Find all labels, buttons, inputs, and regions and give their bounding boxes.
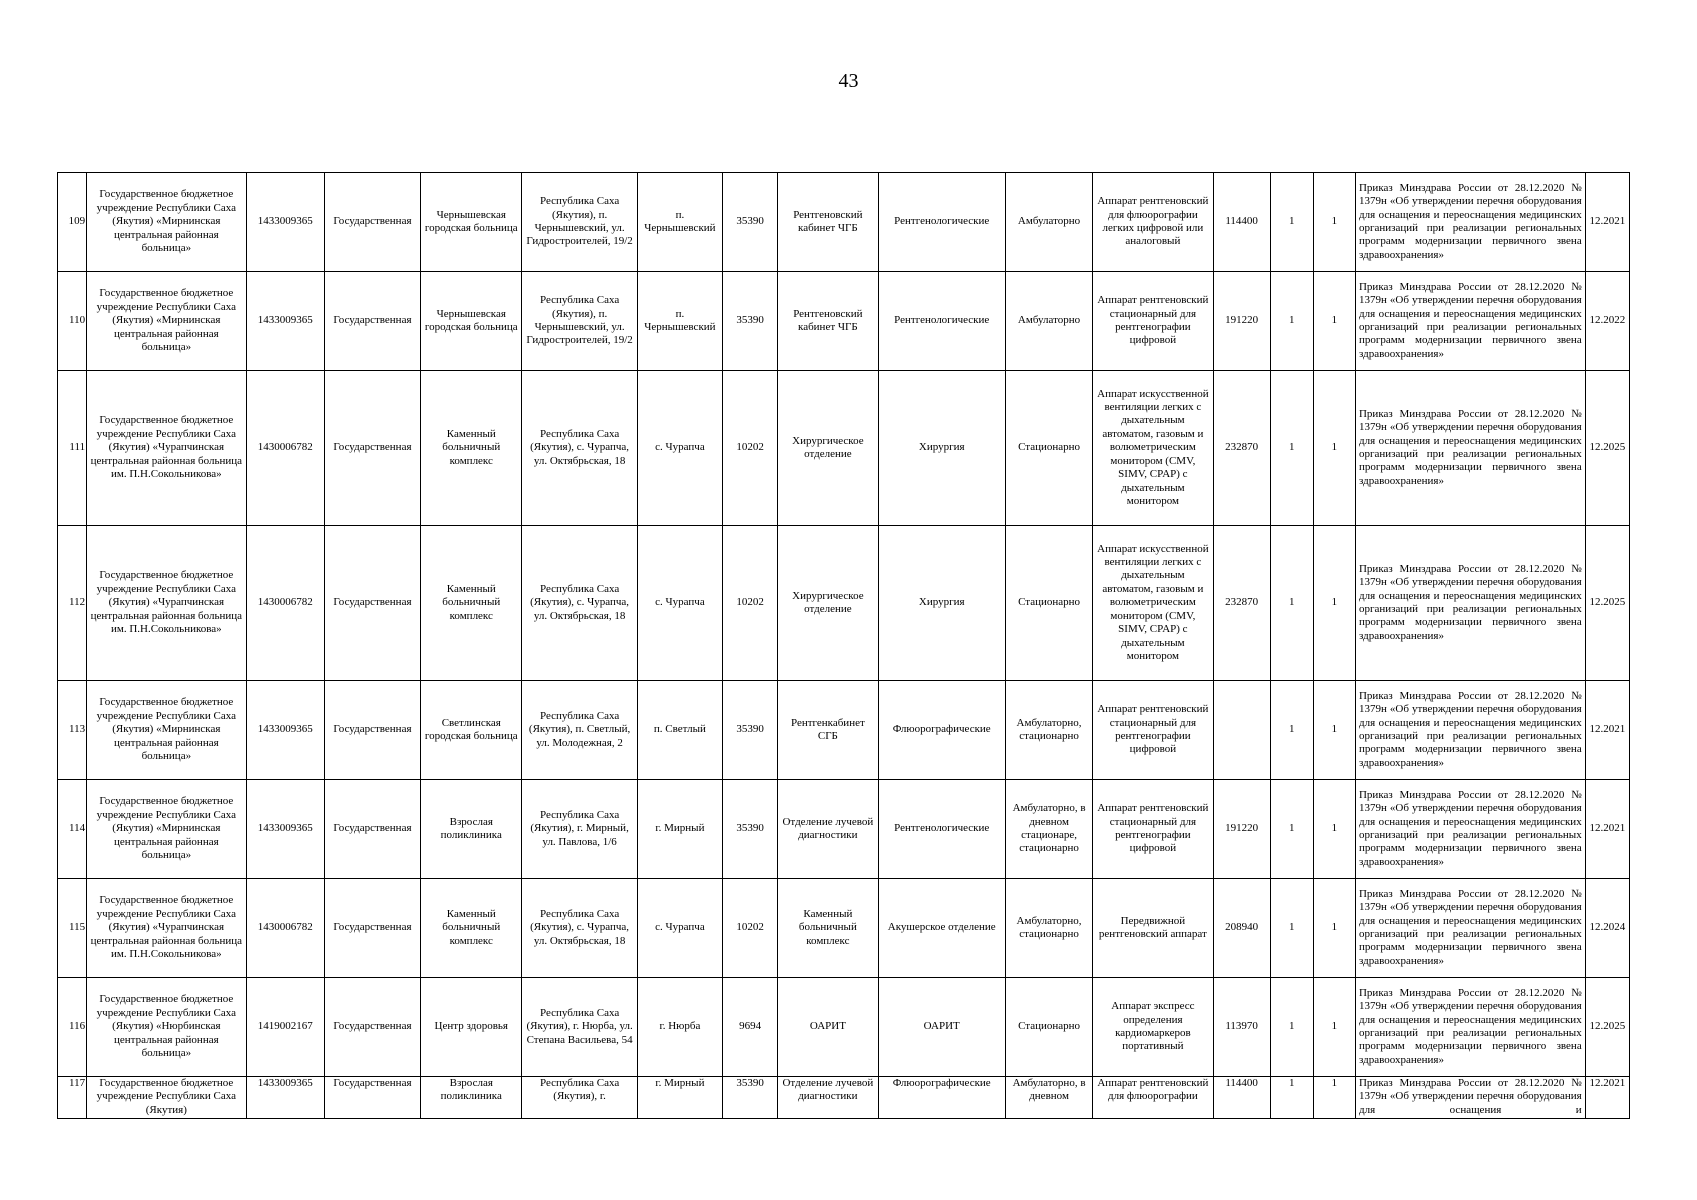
legal-basis: Приказ Минздрава России от 28.12.2020 № 1379н «Об утверждении перечня оборудования для оснащения и переоснащения медицинских организаций при реализации региональных программ модернизации первичного звена здравоохранения» <box>1355 879 1585 978</box>
deadline: 12.2021 <box>1585 1077 1629 1119</box>
quantity: 1 <box>1270 173 1313 272</box>
care-condition: Амбулаторно, в дневном <box>1005 1077 1092 1119</box>
department: ОАРИТ <box>778 978 878 1077</box>
inn: 1430006782 <box>246 526 324 681</box>
ownership-form: Государственная <box>324 526 420 681</box>
deadline: 12.2021 <box>1585 780 1629 879</box>
department: Хирургическое отделение <box>778 371 878 526</box>
deadline: 12.2024 <box>1585 879 1629 978</box>
address: Республика Саха (Якутия), п. Чернышевский, ул. Гидростроителей, 19/2 <box>522 173 637 272</box>
department: Рентгенкабинет СГБ <box>778 681 878 780</box>
profile: Рентгенологические <box>878 173 1005 272</box>
oktmo-code: 35390 <box>723 272 778 371</box>
equipment-name: Аппарат рентгеновский стационарный для рентгенографии цифровой <box>1093 780 1213 879</box>
locality: г. Мирный <box>637 1077 722 1119</box>
address: Республика Саха (Якутия), с. Чурапча, ул. Октябрьская, 18 <box>522 371 637 526</box>
equipment-name: Аппарат рентгеновский для флюорографии легких цифровой или аналоговый <box>1093 173 1213 272</box>
equipment-name: Аппарат экспресс определения кардиомаркеров портативный <box>1093 978 1213 1077</box>
table-row <box>58 371 1630 526</box>
profile: Флюорографические <box>878 1077 1005 1119</box>
legal-basis: Приказ Минздрава России от 28.12.2020 № 1379н «Об утверждении перечня оборудования для оснащения и переоснащения медицинских организаций при реализации региональных программ модернизации первичного звена здравоохранения» <box>1355 526 1585 681</box>
deadline: 12.2025 <box>1585 526 1629 681</box>
ownership-form: Государственная <box>324 780 420 879</box>
legal-basis: Приказ Минздрава России от 28.12.2020 № 1379н «Об утверждении перечня оборудования для оснащения и переоснащения медицинских организаций при реализации региональных программ модернизации первичного звена здравоохранения» <box>1355 371 1585 526</box>
ownership-form: Государственная <box>324 879 420 978</box>
locality: п. Чернышевский <box>637 173 722 272</box>
quantity-planned: 1 <box>1313 780 1355 879</box>
locality: п. Светлый <box>637 681 722 780</box>
organization-name: Государственное бюджетное учреждение Республики Саха (Якутия) <box>87 1077 247 1119</box>
ownership-form: Государственная <box>324 173 420 272</box>
profile: Хирургия <box>878 371 1005 526</box>
subdivision: Каменный больничный комплекс <box>421 526 522 681</box>
profile: Акушерское отделение <box>878 879 1005 978</box>
legal-basis: Приказ Минздрава России от 28.12.2020 № 1379н «Об утверждении перечня оборудования для оснащения и переоснащения медицинских организаций при реализации региональных программ модернизации первичного звена здравоохранения» <box>1355 272 1585 371</box>
nkmi-code: 191220 <box>1213 780 1270 879</box>
oktmo-code: 10202 <box>723 526 778 681</box>
locality: п. Чернышевский <box>637 272 722 371</box>
quantity: 1 <box>1270 681 1313 780</box>
deadline: 12.2025 <box>1585 978 1629 1077</box>
inn: 1430006782 <box>246 371 324 526</box>
legal-basis: Приказ Минздрава России от 28.12.2020 № 1379н «Об утверждении перечня оборудования для оснащения и переоснащения медицинских организаций при реализации региональных программ модернизации первичного звена здравоохранения» <box>1355 780 1585 879</box>
address: Республика Саха (Якутия), г. Нюрба, ул. Степана Васильева, 54 <box>522 978 637 1077</box>
table-row <box>58 526 1630 681</box>
quantity-planned: 1 <box>1313 272 1355 371</box>
ownership-form: Государственная <box>324 371 420 526</box>
quantity-planned: 1 <box>1313 681 1355 780</box>
department: Хирургическое отделение <box>778 526 878 681</box>
row-number: 110 <box>58 272 87 371</box>
row-number: 112 <box>58 526 87 681</box>
profile: Хирургия <box>878 526 1005 681</box>
care-condition: Стационарно <box>1005 978 1092 1077</box>
address: Республика Саха (Якутия), г. <box>522 1077 637 1119</box>
equipment-name: Аппарат рентгеновский стационарный для рентгенографии цифровой <box>1093 681 1213 780</box>
care-condition: Амбулаторно, стационарно <box>1005 879 1092 978</box>
nkmi-code <box>1213 681 1270 780</box>
table-row <box>58 1077 1630 1119</box>
ownership-form: Государственная <box>324 272 420 371</box>
address: Республика Саха (Якутия), с. Чурапча, ул. Октябрьская, 18 <box>522 879 637 978</box>
locality: с. Чурапча <box>637 526 722 681</box>
equipment-name: Аппарат рентгеновский стационарный для рентгенографии цифровой <box>1093 272 1213 371</box>
department: Отделение лучевой диагностики <box>778 1077 878 1119</box>
subdivision: Чернышевская городская больница <box>421 173 522 272</box>
oktmo-code: 35390 <box>723 681 778 780</box>
subdivision: Светлинская городская больница <box>421 681 522 780</box>
address: Республика Саха (Якутия), п. Светлый, ул. Молодежная, 2 <box>522 681 637 780</box>
inn: 1433009365 <box>246 780 324 879</box>
nkmi-code: 208940 <box>1213 879 1270 978</box>
inn: 1430006782 <box>246 879 324 978</box>
nkmi-code: 232870 <box>1213 526 1270 681</box>
department: Рентгеновский кабинет ЧГБ <box>778 173 878 272</box>
address: Республика Саха (Якутия), г. Мирный, ул. Павлова, 1/6 <box>522 780 637 879</box>
table-row <box>58 879 1630 978</box>
department: Рентгеновский кабинет ЧГБ <box>778 272 878 371</box>
organization-name: Государственное бюджетное учреждение Республики Саха (Якутия) «Чурапчинская центральная районная больница им. П.Н.Сокольникова» <box>87 371 247 526</box>
table-row <box>58 780 1630 879</box>
equipment-name: Аппарат рентгеновский для флюорографии <box>1093 1077 1213 1119</box>
ownership-form: Государственная <box>324 681 420 780</box>
table-row <box>58 272 1630 371</box>
care-condition: Стационарно <box>1005 371 1092 526</box>
table-row <box>58 978 1630 1077</box>
row-number: 109 <box>58 173 87 272</box>
deadline: 12.2025 <box>1585 371 1629 526</box>
locality: г. Мирный <box>637 780 722 879</box>
care-condition: Амбулаторно, в дневном стационаре, стационарно <box>1005 780 1092 879</box>
department: Каменный больничный комплекс <box>778 879 878 978</box>
locality: с. Чурапча <box>637 879 722 978</box>
equipment-name: Аппарат искусственной вентиляции легких с дыхательным автоматом, газовым и волюметрическим монитором (CMV, SIMV, CPAP) с дыхательным монитором <box>1093 371 1213 526</box>
profile: Флюорографические <box>878 681 1005 780</box>
row-number: 113 <box>58 681 87 780</box>
care-condition: Амбулаторно, стационарно <box>1005 681 1092 780</box>
subdivision: Взрослая поликлиника <box>421 780 522 879</box>
deadline: 12.2022 <box>1585 272 1629 371</box>
legal-basis: Приказ Минздрава России от 28.12.2020 № 1379н «Об утверждении перечня оборудования для оснащения и <box>1355 1077 1585 1119</box>
nkmi-code: 114400 <box>1213 1077 1270 1119</box>
profile: ОАРИТ <box>878 978 1005 1077</box>
care-condition: Стационарно <box>1005 526 1092 681</box>
oktmo-code: 35390 <box>723 1077 778 1119</box>
quantity: 1 <box>1270 879 1313 978</box>
address: Республика Саха (Якутия), с. Чурапча, ул. Октябрьская, 18 <box>522 526 637 681</box>
nkmi-code: 114400 <box>1213 173 1270 272</box>
ownership-form: Государственная <box>324 978 420 1077</box>
address: Республика Саха (Якутия), п. Чернышевский, ул. Гидростроителей, 19/2 <box>522 272 637 371</box>
oktmo-code: 35390 <box>723 780 778 879</box>
table-row <box>58 173 1630 272</box>
oktmo-code: 35390 <box>723 173 778 272</box>
equipment-table <box>57 172 1630 1119</box>
department: Отделение лучевой диагностики <box>778 780 878 879</box>
ownership-form: Государственная <box>324 1077 420 1119</box>
quantity: 1 <box>1270 978 1313 1077</box>
quantity-planned: 1 <box>1313 173 1355 272</box>
subdivision: Каменный больничный комплекс <box>421 371 522 526</box>
subdivision: Взрослая поликлиника <box>421 1077 522 1119</box>
row-number: 116 <box>58 978 87 1077</box>
organization-name: Государственное бюджетное учреждение Республики Саха (Якутия) «Мирнинская центральная районная больница» <box>87 272 247 371</box>
legal-basis: Приказ Минздрава России от 28.12.2020 № 1379н «Об утверждении перечня оборудования для оснащения и переоснащения медицинских организаций при реализации региональных программ модернизации первичного звена здравоохранения» <box>1355 173 1585 272</box>
profile: Рентгенологические <box>878 272 1005 371</box>
equipment-name: Аппарат искусственной вентиляции легких с дыхательным автоматом, газовым и волюметрическим монитором (CMV, SIMV, CPAP) с дыхательным монитором <box>1093 526 1213 681</box>
quantity-planned: 1 <box>1313 978 1355 1077</box>
deadline: 12.2021 <box>1585 173 1629 272</box>
quantity: 1 <box>1270 272 1313 371</box>
inn: 1433009365 <box>246 173 324 272</box>
subdivision: Центр здоровья <box>421 978 522 1077</box>
quantity-planned: 1 <box>1313 526 1355 681</box>
inn: 1433009365 <box>246 681 324 780</box>
row-number: 115 <box>58 879 87 978</box>
quantity: 1 <box>1270 526 1313 681</box>
quantity: 1 <box>1270 1077 1313 1119</box>
row-number: 117 <box>58 1077 87 1119</box>
organization-name: Государственное бюджетное учреждение Республики Саха (Якутия) «Мирнинская центральная районная больница» <box>87 780 247 879</box>
inn: 1433009365 <box>246 1077 324 1119</box>
quantity: 1 <box>1270 780 1313 879</box>
quantity-planned: 1 <box>1313 371 1355 526</box>
locality: с. Чурапча <box>637 371 722 526</box>
care-condition: Амбулаторно <box>1005 272 1092 371</box>
legal-basis: Приказ Минздрава России от 28.12.2020 № 1379н «Об утверждении перечня оборудования для оснащения и переоснащения медицинских организаций при реализации региональных программ модернизации первичного звена здравоохранения» <box>1355 681 1585 780</box>
inn: 1419002167 <box>246 978 324 1077</box>
organization-name: Государственное бюджетное учреждение Республики Саха (Якутия) «Чурапчинская центральная районная больница им. П.Н.Сокольникова» <box>87 526 247 681</box>
care-condition: Амбулаторно <box>1005 173 1092 272</box>
locality: г. Нюрба <box>637 978 722 1077</box>
profile: Рентгенологические <box>878 780 1005 879</box>
subdivision: Каменный больничный комплекс <box>421 879 522 978</box>
organization-name: Государственное бюджетное учреждение Республики Саха (Якутия) «Мирнинская центральная районная больница» <box>87 681 247 780</box>
organization-name: Государственное бюджетное учреждение Республики Саха (Якутия) «Мирнинская центральная районная больница» <box>87 173 247 272</box>
organization-name: Государственное бюджетное учреждение Республики Саха (Якутия) «Нюрбинская центральная районная больница» <box>87 978 247 1077</box>
deadline: 12.2021 <box>1585 681 1629 780</box>
page-number: 43 <box>838 70 859 92</box>
quantity-planned: 1 <box>1313 1077 1355 1119</box>
quantity-planned: 1 <box>1313 879 1355 978</box>
equipment-name: Передвижной рентгеновский аппарат <box>1093 879 1213 978</box>
oktmo-code: 9694 <box>723 978 778 1077</box>
legal-basis: Приказ Минздрава России от 28.12.2020 № 1379н «Об утверждении перечня оборудования для оснащения и переоснащения медицинских организаций при реализации региональных программ модернизации первичного звена здравоохранения» <box>1355 978 1585 1077</box>
row-number: 114 <box>58 780 87 879</box>
nkmi-code: 113970 <box>1213 978 1270 1077</box>
oktmo-code: 10202 <box>723 879 778 978</box>
quantity: 1 <box>1270 371 1313 526</box>
organization-name: Государственное бюджетное учреждение Республики Саха (Якутия) «Чурапчинская центральная районная больница им. П.Н.Сокольникова» <box>87 879 247 978</box>
oktmo-code: 10202 <box>723 371 778 526</box>
nkmi-code: 232870 <box>1213 371 1270 526</box>
table-row <box>58 681 1630 780</box>
nkmi-code: 191220 <box>1213 272 1270 371</box>
subdivision: Чернышевская городская больница <box>421 272 522 371</box>
inn: 1433009365 <box>246 272 324 371</box>
row-number: 111 <box>58 371 87 526</box>
